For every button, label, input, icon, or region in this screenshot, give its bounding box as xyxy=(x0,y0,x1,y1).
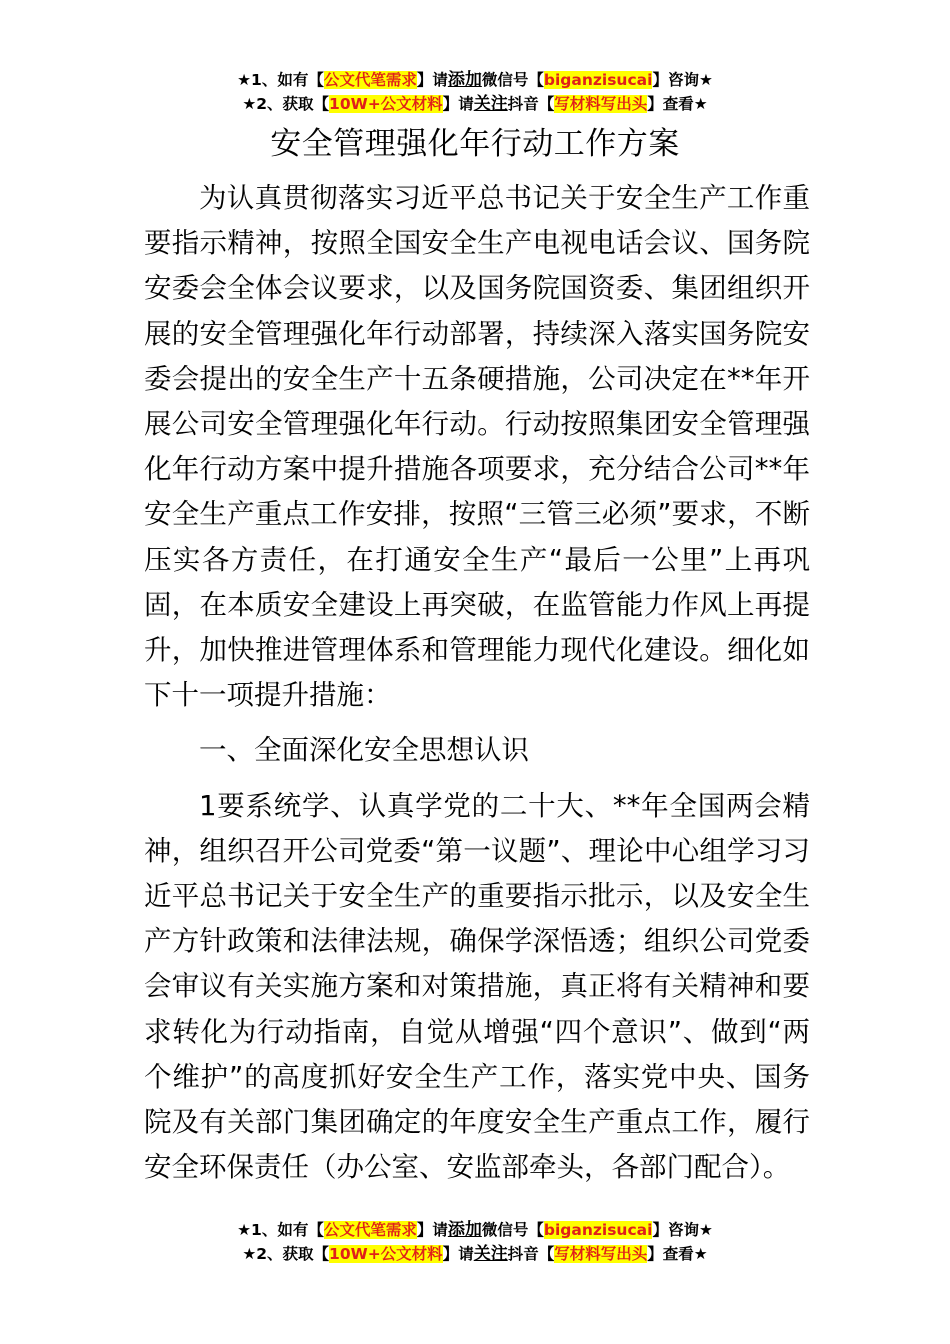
promo-text: ★2、获取【 xyxy=(242,1245,330,1263)
promo-text: 微信号【 xyxy=(481,1221,544,1239)
promo-highlight: 写材料写出头 xyxy=(554,1245,648,1263)
item-paragraph: 1要系统学、认真学党的二十大、**年全国两会精神，组织召开公司党委“第一议题”、理论中心组学习习近平总书记关于安全生产的重要指示批示，以及安全生产方针政策和法律法规，确保学深悟透；组织公司党委会审议有关实施方案和对策措施，真正将有关精神和要求转化为行动指南，自觉从增强“四个意识”、做到“两个维护”的高度抓好安全生产工作，落实党中央、国务院及有关部门集团确定的年度安全生产重点工作，履行安全环保责任（办公室、安监部牵头，各部门配合）。 xyxy=(144,789,810,1184)
promo-line-2 xyxy=(0,92,950,116)
promo-emphasis: 关注 xyxy=(473,1244,508,1264)
promo-emphasis: 关注 xyxy=(473,94,508,114)
promo-text: 微信号【 xyxy=(481,71,544,89)
promo-text: 】请 xyxy=(442,95,474,113)
promo-highlight: 写材料写出头 xyxy=(554,95,648,113)
promo-highlight: biganzisucai xyxy=(543,1221,653,1239)
promo-highlight: 10W+公文材料 xyxy=(329,95,443,113)
promo-emphasis: 添加 xyxy=(447,70,482,90)
section-heading: 一、全面深化安全思想认识 xyxy=(199,734,529,767)
promo-highlight: 公文代笔需求 xyxy=(323,71,417,89)
promo-text: 】请 xyxy=(416,1221,448,1239)
promo-banner-top xyxy=(0,68,950,116)
promo-highlight: 公文代笔需求 xyxy=(323,1221,417,1239)
promo-text: 】查看★ xyxy=(647,1245,708,1263)
promo-text: ★2、获取【 xyxy=(242,95,330,113)
promo-text: ★1、如有【 xyxy=(237,71,324,89)
promo-text: 】请 xyxy=(416,71,448,89)
promo-text: 抖音【 xyxy=(507,1245,555,1263)
promo-emphasis: 添加 xyxy=(447,1220,482,1240)
promo-line-2 xyxy=(0,1242,950,1266)
promo-highlight: 10W+公文材料 xyxy=(329,1245,443,1263)
promo-line-1 xyxy=(0,1218,950,1242)
promo-line-1 xyxy=(0,68,950,92)
promo-text: 】咨询★ xyxy=(652,1221,713,1239)
document-body xyxy=(144,176,810,1190)
intro-paragraph: 为认真贯彻落实习近平总书记关于安全生产工作重要指示精神，按照全国安全生产电视电话会议、国务院安委会全体会议要求，以及国务院国资委、集团组织开展的安全管理强化年行动部署，持续深入落实国务院安委会提出的安全生产十五条硬措施，公司决定在**年开展公司安全管理强化年行动。行动按照集团安全管理强化年行动方案中提升措施各项要求，充分结合公司**年安全生产重点工作安排，按照“三管三必须”要求，不断压实各方责任，在打通安全生产“最后一公里”上再巩固，在本质安全建设上再突破，在监管能力作风上再提升，加快推进管理体系和管理能力现代化建设。细化如下十一项提升措施： xyxy=(144,182,810,712)
document-title: 安全管理强化年行动工作方案 xyxy=(270,126,680,162)
promo-text: ★1、如有【 xyxy=(237,1221,324,1239)
promo-text: 】查看★ xyxy=(647,95,708,113)
promo-banner-bottom xyxy=(0,1218,950,1266)
promo-text: 抖音【 xyxy=(507,95,555,113)
promo-text: 】咨询★ xyxy=(652,71,713,89)
promo-text: 】请 xyxy=(442,1245,474,1263)
promo-highlight: biganzisucai xyxy=(543,71,653,89)
